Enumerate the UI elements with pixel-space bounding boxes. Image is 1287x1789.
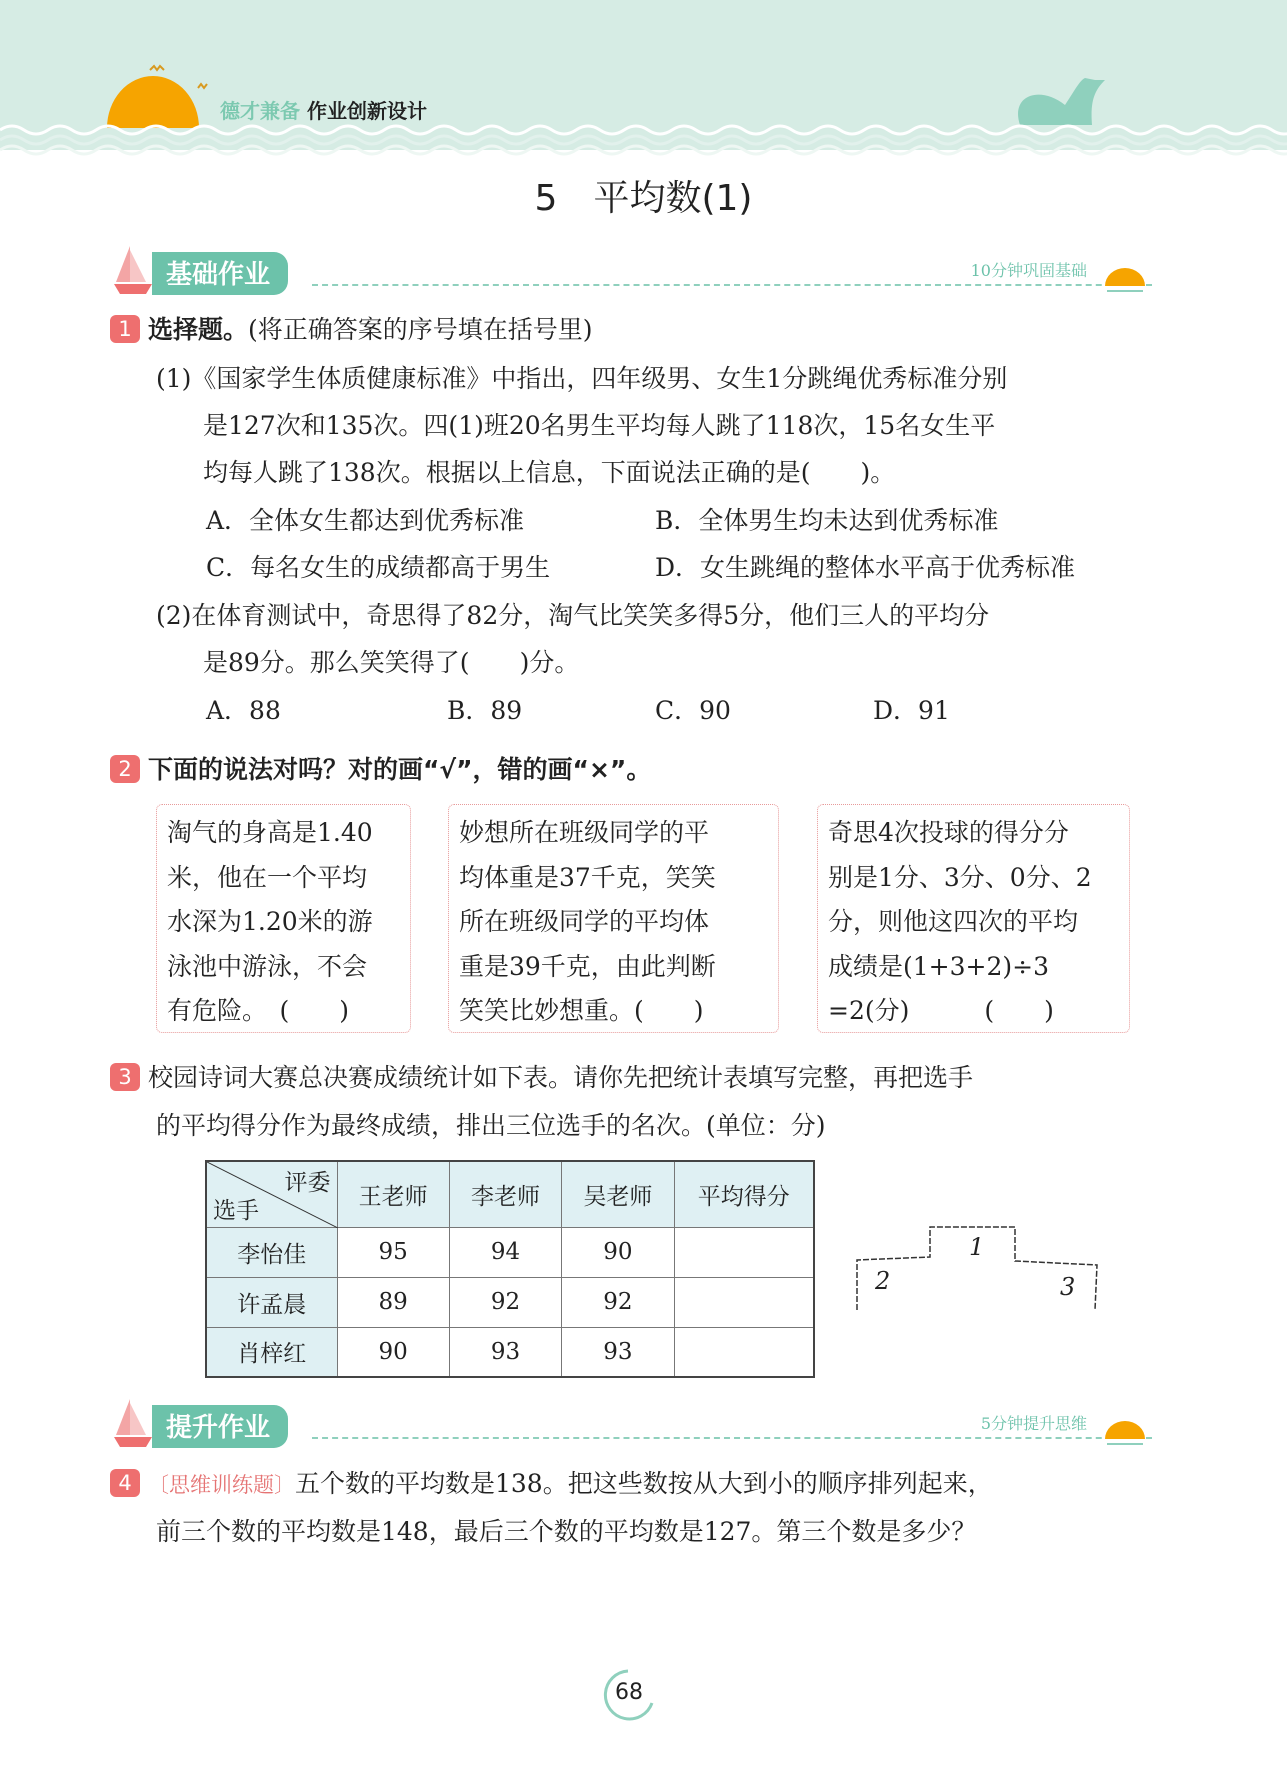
sailboat-icon: [112, 1397, 152, 1447]
average-cell[interactable]: [674, 1227, 814, 1277]
sunset-icon: [1097, 1409, 1152, 1449]
sailboat-icon: [112, 244, 152, 294]
q1-text-line: (2)在体育测试中，奇思得了82分，淘气比笑笑多得5分，他们三人的平均分: [156, 601, 990, 630]
player-name: 许孟晨: [206, 1277, 337, 1327]
box-line: 分，则他这四次的平均: [828, 907, 1079, 936]
q4-tag: 〔思维训练题〕: [148, 1473, 295, 1497]
header-cell: 平均得分: [674, 1161, 814, 1227]
statement-box: [156, 804, 411, 1033]
brand-title: [220, 95, 427, 124]
divider: [312, 1437, 1152, 1439]
statement-box: [817, 804, 1130, 1033]
section-hint: 10分钟巩固基础: [970, 261, 1087, 280]
score-cell: 92: [562, 1277, 674, 1327]
option-c: C．每名女生的成绩都高于男生: [206, 553, 551, 582]
option-d: D．91: [873, 696, 950, 725]
score-table: [205, 1160, 815, 1378]
question-number: 2: [110, 755, 140, 783]
average-cell[interactable]: [674, 1327, 814, 1377]
question-number: 1: [110, 315, 140, 343]
divider: [312, 284, 1152, 286]
brand-green: 德才兼备: [220, 99, 300, 123]
score-cell: 95: [337, 1227, 449, 1277]
section-hint: 5分钟提升思维: [980, 1414, 1087, 1433]
player-name: 李怡佳: [206, 1227, 337, 1277]
option-a: A．88: [206, 696, 281, 725]
q2-heading: [110, 755, 651, 785]
score-cell: 90: [337, 1327, 449, 1377]
podium: [855, 1225, 1100, 1310]
table-row: [206, 1327, 814, 1377]
q1-text-line: (1)《国家学生体质健康标准》中指出，四年级男、女生1分跳绳优秀标准分别: [156, 364, 1008, 393]
box-line: 成绩是(1+3+2)÷3: [828, 951, 1049, 981]
box-line: 均体重是37千克，笑笑: [459, 862, 716, 892]
score-cell: 89: [337, 1277, 449, 1327]
score-cell: 93: [449, 1327, 561, 1377]
section-advanced: [112, 1397, 1152, 1447]
q1-note: (将正确答案的序号填在括号里): [248, 315, 593, 344]
page-title: 5 平均数(1): [534, 178, 753, 219]
box-line: 重是39千克，由此判断: [459, 951, 716, 981]
q4-heading: [110, 1469, 993, 1500]
box-line: 有危险。 ( ): [167, 996, 350, 1025]
corner-cell: [206, 1161, 337, 1227]
podium-first: 1: [969, 1233, 985, 1261]
player-name: 肖梓红: [206, 1327, 337, 1377]
table-row: [206, 1227, 814, 1277]
corner-bottom: 选手: [213, 1197, 259, 1224]
box-line: =2(分) ( ): [828, 996, 1054, 1025]
section-label: 基础作业: [152, 252, 288, 295]
option-d: D．女生跳绳的整体水平高于优秀标准: [655, 553, 1076, 582]
table-row: [206, 1277, 814, 1327]
box-line: 奇思4次投球的得分分: [828, 818, 1069, 847]
q4-text-line: 五个数的平均数是138。把这些数按从大到小的顺序排列起来，: [295, 1469, 993, 1498]
option-b: B．全体男生均未达到优秀标准: [655, 506, 999, 535]
question-number: 3: [110, 1063, 140, 1091]
box-line: 水深为1.20米的游: [167, 907, 373, 936]
brand-black: 作业创新设计: [306, 99, 427, 123]
box-line: 妙想所在班级同学的平: [459, 818, 710, 847]
box-line: 米，他在一个平均: [167, 862, 368, 892]
sun-icon: [107, 76, 199, 128]
box-line: 别是1分、3分、0分、2: [828, 862, 1092, 892]
box-line: 泳池中游泳，不会: [167, 951, 368, 981]
q1-heading: [110, 315, 593, 345]
score-cell: 94: [449, 1227, 561, 1277]
q1-text-line: 是127次和135次。四(1)班20名男生平均每人跳了118次，15名女生平: [203, 411, 996, 440]
box-line: 淘气的身高是1.40: [167, 818, 373, 847]
whale-icon: [1018, 78, 1105, 125]
question-number: 4: [110, 1469, 140, 1497]
score-cell: 90: [562, 1227, 674, 1277]
option-a: A．全体女生都达到优秀标准: [206, 506, 525, 535]
box-line: 所在班级同学的平均体: [459, 907, 710, 936]
q1-text-line: 均每人跳了138次。根据以上信息，下面说法正确的是( )。: [203, 458, 896, 487]
podium-second: 2: [875, 1267, 891, 1295]
page-number: 68: [615, 1680, 643, 1705]
q3-text-line: 的平均得分作为最终成绩，排出三位选手的名次。(单位：分): [156, 1111, 826, 1140]
q3-heading: [110, 1063, 973, 1093]
q1-title: 选择题。: [148, 315, 249, 344]
podium-third: 3: [1060, 1273, 1076, 1301]
average-cell[interactable]: [674, 1277, 814, 1327]
header-cell: 王老师: [337, 1161, 449, 1227]
header-cell: 吴老师: [562, 1161, 674, 1227]
score-cell: 93: [562, 1327, 674, 1377]
option-b: B．89: [447, 696, 523, 725]
header-cell: 李老师: [449, 1161, 561, 1227]
sunset-icon: [1097, 256, 1152, 296]
corner-top: 评委: [284, 1170, 331, 1196]
q2-title: 下面的说法对吗？对的画“√”，错的画“×”。: [148, 755, 652, 784]
section-label: 提升作业: [152, 1405, 288, 1448]
option-c: C．90: [655, 696, 731, 725]
q4-text-line: 前三个数的平均数是148，最后三个数的平均数是127。第三个数是多少？: [156, 1517, 977, 1546]
q3-text-line: 校园诗词大赛总决赛成绩统计如下表。请你先把统计表填写完整，再把选手: [148, 1063, 974, 1092]
box-line: 笑笑比妙想重。( ): [459, 996, 704, 1025]
score-cell: 92: [449, 1277, 561, 1327]
q1-text-line: 是89分。那么笑笑得了( )分。: [203, 648, 580, 677]
header-decoration: [0, 0, 1287, 170]
section-basic: [112, 244, 1152, 294]
statement-box: [448, 804, 779, 1033]
